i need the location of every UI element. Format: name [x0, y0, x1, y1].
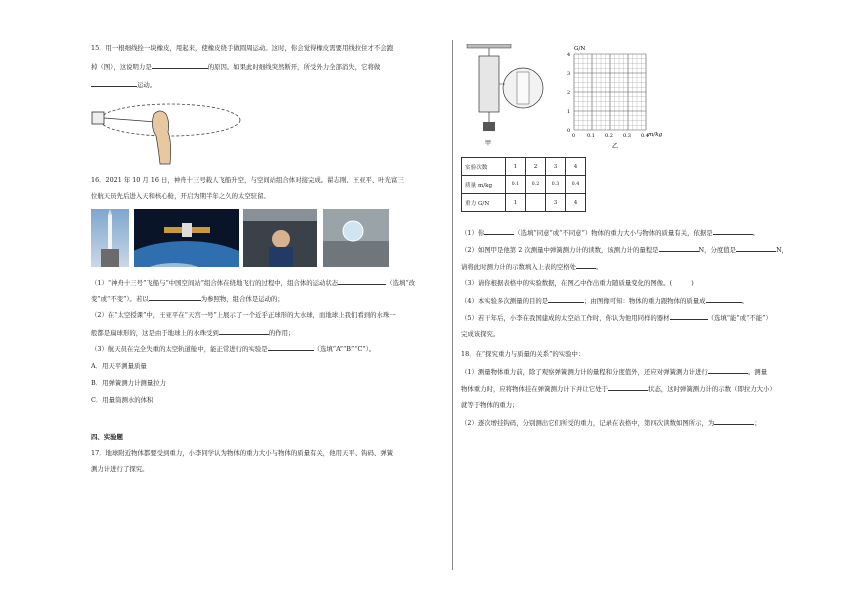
table-row	[462, 176, 586, 194]
gravity-mass-graph	[560, 42, 670, 150]
q16-sub2-line1: （2）在“太空授课”中，王亚平在“天宫一号”上展示了一个近乎正球形的大水球，而地球上我们看到的水珠一	[91, 311, 396, 319]
y-tick-label: 2	[567, 90, 571, 96]
q16-sub3: （3）航天员在完全失重的太空轨道舱中，能正常进行的实验是 （选填“A”“B”“C”）。	[91, 345, 376, 353]
rocket-launch-photo	[91, 209, 129, 267]
x-tick-label: 0.4	[641, 133, 649, 139]
figure-left-label: 甲	[485, 140, 492, 147]
q17-sub3: （3）请你根据表格中的实验数据，在图乙中作出重力随质量变化的图像。( )	[461, 279, 694, 287]
spring-scale-figure	[461, 44, 561, 150]
y-tick-label: 4	[567, 52, 571, 58]
table-row	[462, 194, 586, 212]
q17-sub2-line1: （2）如图甲是他第 2 次测量中弹簧测力计的读数，该测力计的量程是 N，分度值是 N，	[461, 246, 789, 254]
q16-line2: 位航天员先后进入天和核心舱，开启为期半年之久的太空驻留。	[91, 192, 270, 200]
table-cell: 0.2	[526, 176, 546, 194]
q17-sub1: （1）你 （选填“同意”或“不同意”）物体的重力大小与物体的质量有关，依据是 。	[461, 229, 760, 237]
section-title: 四、实验题	[91, 433, 123, 441]
table-header: 实验次数	[462, 158, 506, 176]
graph-x-axis-label: m/kg	[648, 132, 663, 138]
q16-sub1-line1: （1）“神舟十三号”飞船与“中国空间站”组合体在绕地飞行的过程中，组合体的运动状态 （选填“改	[91, 279, 416, 287]
y-tick-label: 3	[567, 71, 571, 77]
q17-line2: 测力计进行了探究。	[91, 465, 149, 473]
q17-line1: 17．地球附近物体都要受到重力，小李同学认为物体的重力大小与物体的质量有关，他用天平、钩码、弹簧	[91, 449, 394, 457]
q18-title: 18．在“探究重力与质量的关系”的实验中：	[461, 350, 585, 358]
table-cell: 4	[566, 194, 586, 212]
q16-sub1-line2: 变”或“不变”）。若以 为参照物，组合体是运动的；	[91, 295, 284, 303]
x-tick-label: 0	[572, 133, 576, 139]
table-cell: 1	[506, 194, 526, 212]
table-cell: 2	[526, 158, 546, 176]
table-row	[462, 158, 586, 176]
x-tick-label: 0.2	[605, 133, 613, 139]
q17-sub2-line2: 请将此时测力计的示数填入上表的空格处 。	[461, 263, 603, 271]
q16-sub2-line2: 般都是扁球形的，这是由于地球上的水珠受到 的作用；	[91, 329, 295, 337]
q18-sub2: （2）逐次增挂钩码，分别测出它们所受的重力，记录在表格中，第四次读数如图所示，为 ；	[461, 419, 761, 427]
y-tick-label: 0	[567, 128, 571, 134]
y-tick-label: 1	[567, 109, 571, 115]
weight-icon	[483, 122, 495, 131]
astronaut-cabin-photo	[243, 209, 317, 267]
column-divider	[452, 40, 453, 570]
table-cell: 0.4	[566, 176, 586, 194]
table-header: 质量 m/kg	[462, 176, 506, 194]
q17-sub5-line2: 完成该探究。	[461, 330, 500, 338]
table-cell	[526, 194, 546, 212]
q15-line2: 掉（图），这说明力是 的原因。如果此时细线突然断开，所受外力全部消失，它将做	[91, 63, 381, 71]
q16-line1: 16．2021 年 10 月 16 日，神舟十三号载人飞船升空，与空间站组合体对接完成。翟志刚、王亚平、叶光富三	[91, 176, 404, 184]
table-header: 重力 G/N	[462, 194, 506, 212]
q17-sub4: （4）本实验多次测量的目的是 ；由图像可知：物体的重力跟物体的质量成 。	[461, 297, 748, 305]
table-cell: 0.3	[546, 176, 566, 194]
q18-sub1-line3: 就等于物体的重力；	[461, 401, 519, 409]
q17-sub5-line1: （5）若干年后，小李在我国建成的太空站工作时，你认为他用同样的器材 （选填“能”或“不能”）	[461, 314, 772, 322]
eraser-icon	[92, 112, 104, 124]
table-cell: 1	[506, 158, 526, 176]
q18-sub1-line1: （1）测量物体重力前，除了观察弹簧测力计的量程和分度值外，还应对弹簧测力计进行 。测量	[461, 368, 768, 376]
table-cell: 3	[546, 158, 566, 176]
q15-line1: 15．用一根细线拴一块橡皮，甩起来，使橡皮绕手做圆周运动。这时，你会觉得橡皮需要用线拉住才不会跑	[91, 44, 394, 52]
figure-right-label: 乙	[612, 143, 619, 150]
space-station-photo	[134, 209, 239, 267]
water-ball-photo	[323, 209, 389, 267]
q16-option-c: C．用量筒测水的体积	[91, 396, 154, 404]
x-tick-label: 0.1	[587, 133, 595, 139]
table-cell: 4	[566, 158, 586, 176]
graph-y-axis-label: G/N	[574, 46, 586, 52]
table-cell: 3	[546, 194, 566, 212]
spring-scale-icon	[479, 56, 499, 112]
graph-grid	[574, 54, 646, 130]
table-cell: 0.1	[506, 176, 526, 194]
q15-line3: 运动。	[91, 80, 156, 89]
x-tick-label: 0.3	[623, 133, 631, 139]
data-table	[461, 157, 586, 212]
eraser-circular-motion-figure	[88, 92, 248, 172]
hand-icon	[152, 111, 170, 164]
q18-sub1-line2: 物体重力时，应将物体挂在弹簧测力计下并让它处于 状态，这时弹簧测力计的示数（即拉力大小）	[461, 385, 776, 393]
q16-option-a: A．用天平测量质量	[91, 362, 147, 370]
q16-option-b: B．用弹簧测力计测量拉力	[91, 379, 166, 387]
